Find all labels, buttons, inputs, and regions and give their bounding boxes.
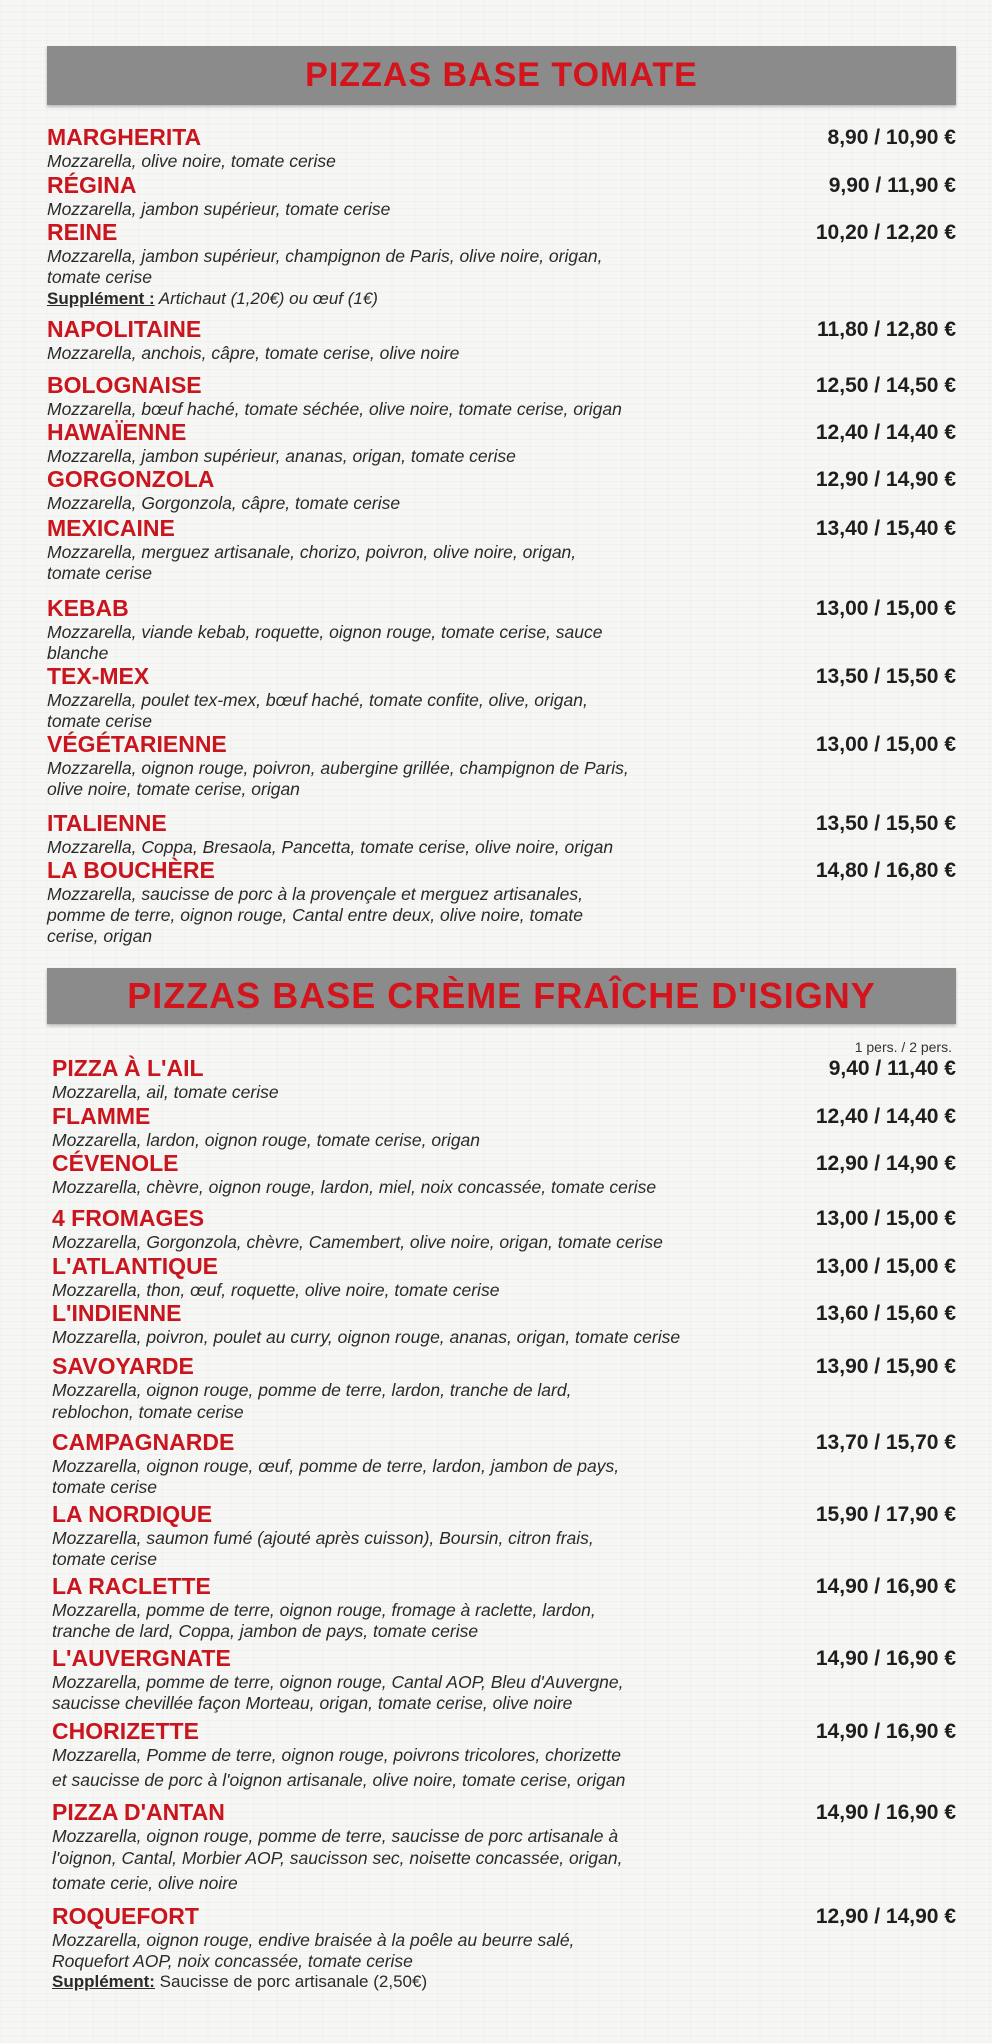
- pizza-description: Mozzarella, oignon rouge, pomme de terre, lardon, tranche de lard,: [52, 1380, 572, 1400]
- pizza-name: SAVOYARDE: [52, 1353, 194, 1379]
- pizza-description: l'oignon, Cantal, Morbier AOP, saucisson sec, noisette concassée, origan,: [52, 1848, 623, 1868]
- pizza-description: Roquefort AOP, noix concassée, tomate cerise: [52, 1951, 413, 1971]
- pizza-description: saucisse chevillée façon Morteau, origan, tomate cerise, olive noire: [52, 1693, 573, 1713]
- pizza-description: Mozzarella, thon, œuf, roquette, olive noire, tomate cerise: [52, 1280, 500, 1300]
- pizza-name: L'INDIENNE: [52, 1300, 182, 1326]
- supplement-text: Artichaut (1,20€) ou œuf (1€): [154, 289, 378, 308]
- supplement-note: [47, 289, 378, 309]
- pizza-price: 13,70 / 15,70 €: [815, 1431, 956, 1454]
- pizza-description: Mozzarella, Pomme de terre, oignon rouge, poivrons tricolores, chorizette: [52, 1745, 622, 1765]
- pizza-price: 12,50 / 14,50 €: [815, 374, 956, 397]
- pizza-name: HAWAÏENNE: [47, 419, 187, 445]
- pizza-name: FLAMME: [52, 1103, 151, 1129]
- pizza-description: tomate cerise: [52, 1549, 158, 1569]
- pizza-description: tomate cerie, olive noire: [52, 1873, 238, 1893]
- pizza-name: LA RACLETTE: [52, 1573, 211, 1599]
- pizza-description: Mozzarella, anchois, câpre, tomate cerise, olive noire: [47, 343, 460, 363]
- pizza-price: 10,20 / 12,20 €: [815, 221, 956, 244]
- pizza-price: 15,90 / 17,90 €: [815, 1503, 956, 1526]
- pizza-name: CÉVENOLE: [52, 1150, 179, 1176]
- pizza-name: MEXICAINE: [47, 515, 175, 541]
- pizza-description: Mozzarella, chèvre, oignon rouge, lardon, miel, noix concassée, tomate cerise: [52, 1177, 657, 1197]
- pizza-description: Mozzarella, Gorgonzola, chèvre, Camembert, olive noire, origan, tomate cerise: [52, 1232, 663, 1252]
- pizza-price: 14,90 / 16,90 €: [815, 1720, 956, 1743]
- pizza-description: Mozzarella, jambon supérieur, tomate cerise: [47, 199, 391, 219]
- section-header: [47, 46, 956, 105]
- pizza-price: 13,00 / 15,00 €: [815, 597, 956, 620]
- pizza-name: L'ATLANTIQUE: [52, 1253, 219, 1279]
- pizza-description: Mozzarella, saumon fumé (ajouté après cuisson), Boursin, citron frais,: [52, 1528, 594, 1548]
- pizza-price: 13,90 / 15,90 €: [815, 1355, 956, 1378]
- pizza-price: 12,40 / 14,40 €: [815, 1105, 956, 1128]
- supplement-text: Saucisse de porc artisanale (2,50€): [154, 1972, 428, 1991]
- pizza-price: 12,90 / 14,90 €: [815, 468, 956, 491]
- pizza-price: 14,90 / 16,90 €: [815, 1575, 956, 1598]
- pizza-name: REINE: [47, 219, 118, 245]
- pizza-name: VÉGÉTARIENNE: [47, 731, 227, 757]
- pizza-name: BOLOGNAISE: [47, 372, 202, 398]
- pizza-price: 9,40 / 11,40 €: [828, 1057, 956, 1080]
- pizza-description: cerise, origan: [47, 926, 153, 946]
- pizza-description: et saucisse de porc à l'oignon artisanale, olive noire, tomate cerise, origan: [52, 1770, 626, 1790]
- pizza-price: 13,50 / 15,50 €: [815, 812, 956, 835]
- pizza-description: pomme de terre, oignon rouge, Cantal entre deux, olive noire, tomate: [47, 905, 584, 925]
- pizza-description: Mozzarella, Coppa, Bresaola, Pancetta, tomate cerise, olive noire, origan: [47, 837, 614, 857]
- pizza-price: 13,60 / 15,60 €: [815, 1302, 956, 1325]
- pizza-description: Mozzarella, jambon supérieur, champignon de Paris, olive noire, origan,: [47, 246, 603, 266]
- supplement-label: Supplément :: [47, 289, 155, 308]
- pizza-name: TEX-MEX: [47, 663, 150, 689]
- pizza-description: Mozzarella, viande kebab, roquette, oignon rouge, tomate cerise, sauce: [47, 622, 603, 642]
- pizza-price: 8,90 / 10,90 €: [827, 126, 956, 149]
- pizza-description: Mozzarella, ail, tomate cerise: [52, 1082, 279, 1102]
- pizza-price: 13,50 / 15,50 €: [815, 665, 956, 688]
- pizza-description: Mozzarella, pomme de terre, oignon rouge, fromage à raclette, lardon,: [52, 1600, 596, 1620]
- supplement-note: [52, 1972, 427, 1992]
- pizza-description: blanche: [47, 643, 109, 663]
- pizza-name: RÉGINA: [47, 172, 137, 198]
- pizza-price: 14,90 / 16,90 €: [815, 1801, 956, 1824]
- pizza-name: ROQUEFORT: [52, 1903, 199, 1929]
- pizza-price: 12,90 / 14,90 €: [815, 1905, 956, 1928]
- pizza-price: 13,40 / 15,40 €: [815, 517, 956, 540]
- pizza-name: MARGHERITA: [47, 124, 202, 150]
- pizza-description: tranche de lard, Coppa, jambon de pays, tomate cerise: [52, 1621, 479, 1641]
- section-title: PIZZAS BASE CRÈME FRAÎCHE D'ISIGNY: [127, 975, 876, 1016]
- pizza-description: Mozzarella, saucisse de porc à la provençale et merguez artisanales,: [47, 884, 583, 904]
- pizza-description: Mozzarella, oignon rouge, poivron, aubergine grillée, champignon de Paris,: [47, 758, 629, 778]
- pizza-name: PIZZA À L'AIL: [52, 1055, 204, 1081]
- section-title: PIZZAS BASE TOMATE: [305, 56, 698, 94]
- pizza-description: Mozzarella, poivron, poulet au curry, oignon rouge, ananas, origan, tomate cerise: [52, 1327, 681, 1347]
- pizza-name: KEBAB: [47, 595, 129, 621]
- pizza-name: L'AUVERGNATE: [52, 1645, 231, 1671]
- supplement-label: Supplément:: [52, 1972, 155, 1991]
- pizza-price: 14,90 / 16,90 €: [815, 1647, 956, 1670]
- section-header: [47, 968, 956, 1024]
- pizza-name: ITALIENNE: [47, 810, 167, 836]
- pizza-name: 4 FROMAGES: [52, 1205, 205, 1231]
- pizza-description: Mozzarella, bœuf haché, tomate séchée, olive noire, tomate cerise, origan: [47, 399, 622, 419]
- size-note: 1 pers. / 2 pers.: [854, 1039, 952, 1055]
- pizza-name: NAPOLITAINE: [47, 316, 202, 342]
- pizza-description: reblochon, tomate cerise: [52, 1402, 244, 1422]
- pizza-name: GORGONZOLA: [47, 466, 215, 492]
- pizza-description: Mozzarella, poulet tex-mex, bœuf haché, tomate confite, olive, origan,: [47, 690, 588, 710]
- pizza-name: CHORIZETTE: [52, 1718, 199, 1744]
- pizza-price: 14,80 / 16,80 €: [815, 859, 956, 882]
- pizza-price: 9,90 / 11,90 €: [828, 174, 956, 197]
- pizza-price: 13,00 / 15,00 €: [815, 1207, 956, 1230]
- pizza-description: tomate cerise: [47, 711, 153, 731]
- pizza-description: tomate cerise: [52, 1477, 158, 1497]
- pizza-description: Mozzarella, pomme de terre, oignon rouge, Cantal AOP, Bleu d'Auvergne,: [52, 1672, 624, 1692]
- pizza-description: Mozzarella, lardon, oignon rouge, tomate cerise, origan: [52, 1130, 481, 1150]
- pizza-price: 13,00 / 15,00 €: [815, 1255, 956, 1278]
- pizza-name: LA BOUCHÈRE: [47, 857, 215, 883]
- pizza-description: Mozzarella, oignon rouge, endive braisée à la poêle au beurre salé,: [52, 1930, 575, 1950]
- pizza-description: Mozzarella, Gorgonzola, câpre, tomate cerise: [47, 493, 401, 513]
- pizza-name: LA NORDIQUE: [52, 1501, 213, 1527]
- pizza-name: PIZZA D'ANTAN: [52, 1799, 225, 1825]
- pizza-price: 12,40 / 14,40 €: [815, 421, 956, 444]
- pizza-description: Mozzarella, oignon rouge, pomme de terre, saucisse de porc artisanale à: [52, 1826, 619, 1846]
- pizza-description: olive noire, tomate cerise, origan: [47, 779, 300, 799]
- pizza-description: Mozzarella, jambon supérieur, ananas, origan, tomate cerise: [47, 446, 516, 466]
- pizza-description: tomate cerise: [47, 563, 153, 583]
- pizza-description: Mozzarella, oignon rouge, œuf, pomme de terre, lardon, jambon de pays,: [52, 1456, 620, 1476]
- pizza-description: Mozzarella, merguez artisanale, chorizo, poivron, olive noire, origan,: [47, 542, 577, 562]
- pizza-price: 12,90 / 14,90 €: [815, 1152, 956, 1175]
- pizza-price: 13,00 / 15,00 €: [815, 733, 956, 756]
- pizza-description: Mozzarella, olive noire, tomate cerise: [47, 151, 336, 171]
- pizza-name: CAMPAGNARDE: [52, 1429, 235, 1455]
- pizza-description: tomate cerise: [47, 267, 153, 287]
- pizza-price: 11,80 / 12,80 €: [817, 318, 956, 341]
